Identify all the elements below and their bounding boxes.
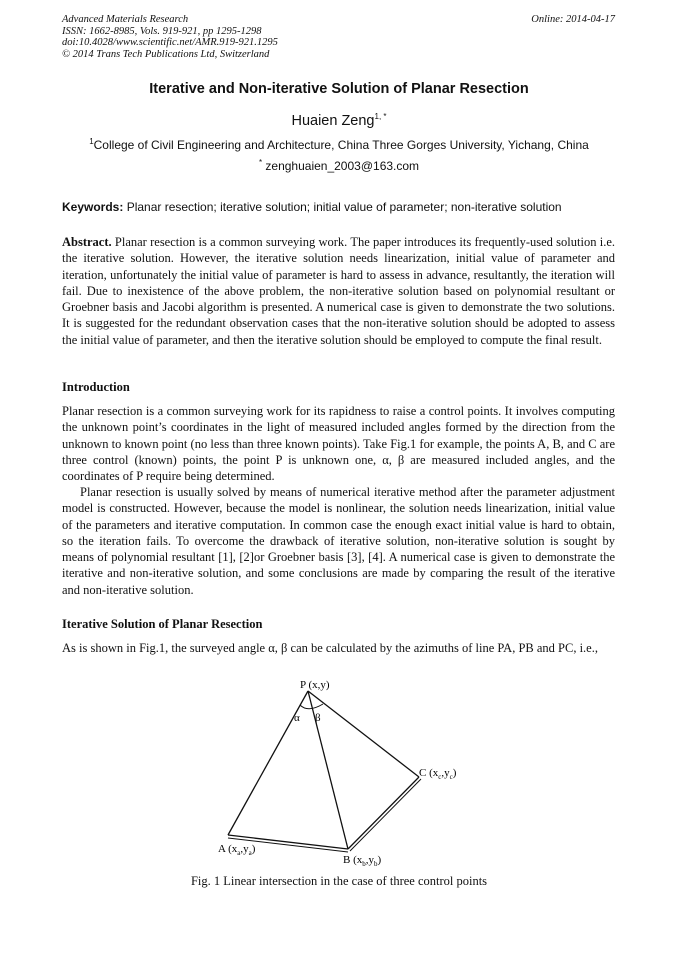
author-superscript: 1, * xyxy=(374,112,387,122)
keywords-text: Planar resection; iterative solution; initial value of parameter; non-iterative solution xyxy=(123,200,562,214)
introduction-heading: Introduction xyxy=(62,380,130,394)
doi-line: doi:10.4028/www.scientific.net/AMR.919-921.1295 xyxy=(62,37,278,48)
line-BC-double xyxy=(350,779,421,851)
figure-1-caption: Fig. 1 Linear intersection in the case of three control points xyxy=(190,874,488,888)
abstract-label: Abstract. xyxy=(62,235,112,249)
introduction-paragraph-1: Planar resection is a common surveying work for its rapidness to raise a control points. It involves computing the unknown point’s coordinates in the light of measured included angles formed by the direction from the unknown to known point (no less than three known points). Take Fig.1 for example, the points A, B, and C are three control (known) points, the point P is unknown one, α, β are measured included angles, and the coordinates of P require being determined. xyxy=(62,404,615,484)
label-alpha: α xyxy=(294,712,300,724)
abstract-text: Planar resection is a common surveying work. The paper introduces its frequently-used solution i.e. the iterative solution. However, the iterative solution needs linearization, initial value of parameter and iteration, unfortunately the initial value of parameter is hard to assess in advance, resultantly, the iteration will fail. Due to inexistence of the above problem, the non-iterative solution based on polynomial resultant or Groebner basis and Jacobi algorithm is presented. A numerical case is given to demonstrate the two solutions. It is suggested for the redundant observation cases that the non-iterative solution should be adopted to assess the initial value of parameter, and then the iterative solution should be employed to compute the final result. xyxy=(62,235,615,347)
iterative-paragraph-1: As is shown in Fig.1, the surveyed angle α, β can be calculated by the azimuths of line PA, PB and PC, i.e., xyxy=(62,641,598,655)
figure-lines xyxy=(228,691,421,852)
author-name: Huaien Zeng xyxy=(291,113,375,129)
label-C: C $(x_c,y_c)$ xyxy=(419,767,457,781)
issn-line: ISSN: 1662-8985, Vols. 919-921, pp 1295-1298 xyxy=(62,25,262,37)
iterative-heading: Iterative Solution of Planar Resection xyxy=(62,617,263,631)
label-B: B $(x_b,y_b)$ xyxy=(343,854,382,868)
paper-title: Iterative and Non-iterative Solution of Planar Resection xyxy=(149,81,529,97)
label-A: A $(x_a,y_a)$ xyxy=(218,843,256,857)
label-beta: β xyxy=(315,712,321,724)
introduction-paragraph-2: Planar resection is usually solved by means of numerical iterative method after the parameter adjustment model is constructed. However, because the model is nonlinear, the solution needs linearization, initial value of the parameters and iterative computation. In common case the enough exact initial value is hard to obtain, so the iteration fails. To overcome the drawback of iterative solution, non-iterative solution is sought by means of polynomial resultant [1], [2]or Groebner basis [3], [4]. A numerical case is given to demonstrate the iterative and non-iterative solution, and some conclusions are made by comparing the result of the iterative and non-iterative solution. xyxy=(62,485,615,597)
affiliation-superscript: 1 xyxy=(89,137,94,146)
line-PB xyxy=(308,691,348,849)
online-date: Online: 2014-04-17 xyxy=(531,14,615,25)
keywords-label: Keywords: xyxy=(62,200,124,214)
line-BC xyxy=(348,777,419,849)
journal-name: Advanced Materials Research xyxy=(62,14,189,25)
email-address: zenghuaien_2003@163.com xyxy=(265,159,420,173)
copyright-line: © 2014 Trans Tech Publications Ltd, Switzerland xyxy=(62,48,270,60)
affiliation-text: College of Civil Engineering and Architecture, China Three Gorges University, Yichang, China xyxy=(93,138,589,152)
email-superscript: * xyxy=(258,158,263,167)
label-P: P (x,y) xyxy=(300,679,330,691)
line-PC xyxy=(308,691,419,777)
